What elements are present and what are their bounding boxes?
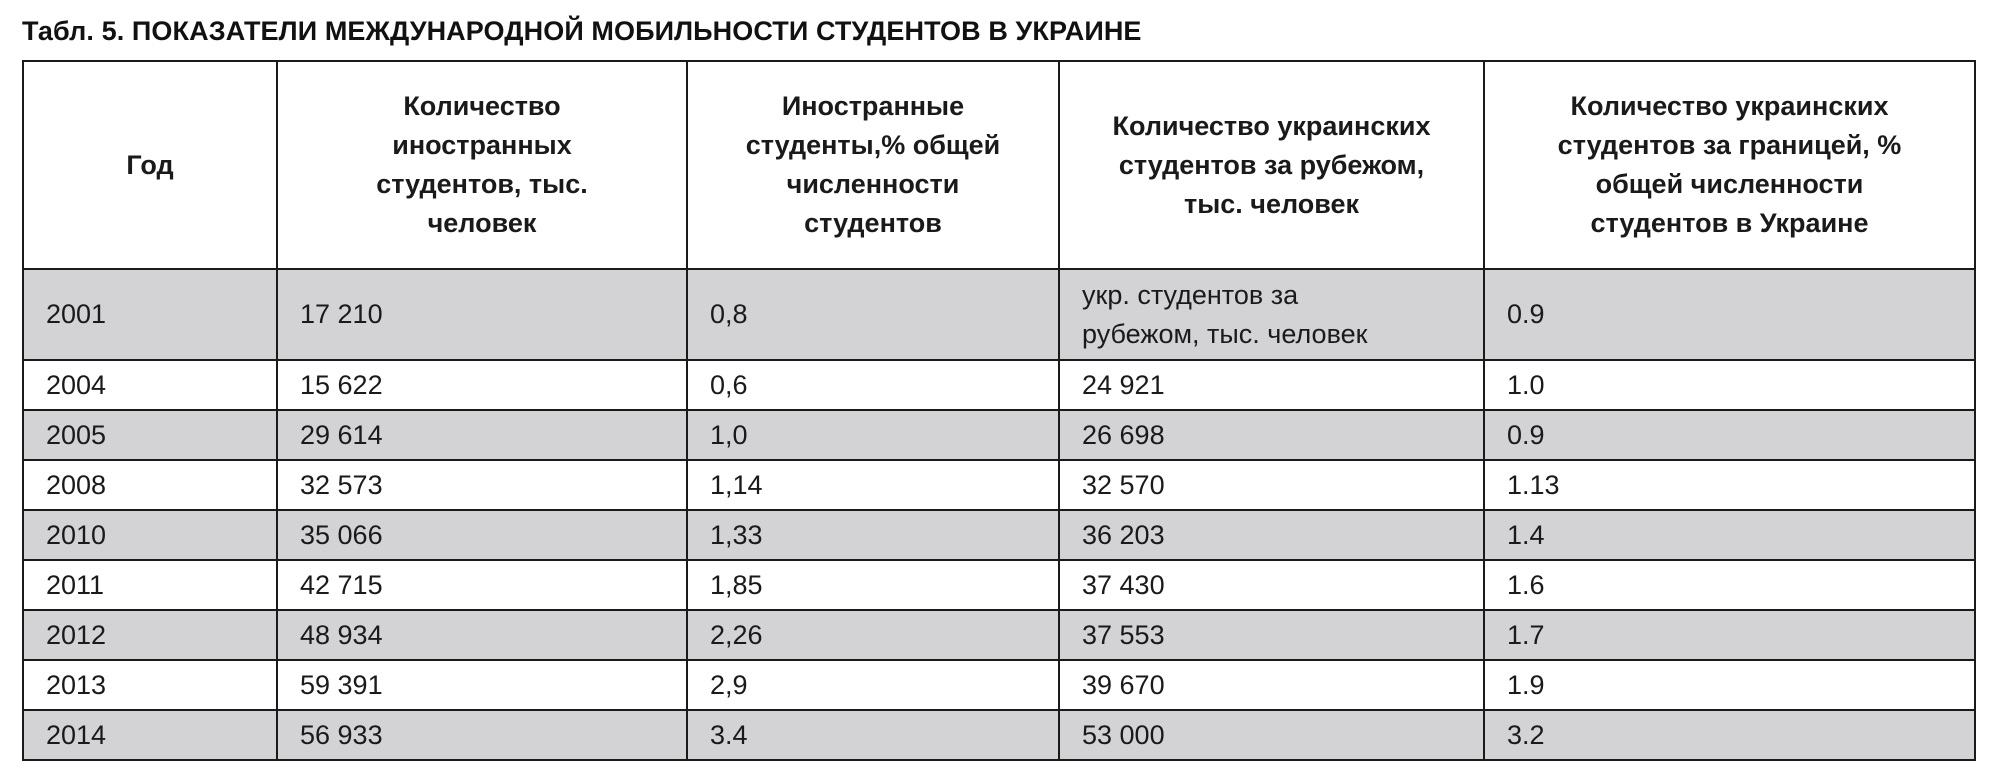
cell-ukr-abroad-percent: 1.7	[1484, 610, 1975, 660]
cell-foreign-percent: 0,6	[687, 360, 1059, 410]
cell-foreign-students: 17 210	[277, 269, 687, 360]
cell-foreign-students: 48 934	[277, 610, 687, 660]
cell-foreign-percent: 2,26	[687, 610, 1059, 660]
table-row	[23, 660, 1975, 710]
cell-ukr-abroad: 37 553	[1059, 610, 1484, 660]
cell-ukr-abroad-percent: 1.13	[1484, 460, 1975, 510]
cell-year: 2010	[23, 510, 277, 560]
cell-ukr-abroad-percent: 1.9	[1484, 660, 1975, 710]
cell-ukr-abroad: 39 670	[1059, 660, 1484, 710]
cell-year: 2011	[23, 560, 277, 610]
table-row	[23, 269, 1975, 360]
cell-foreign-percent: 2,9	[687, 660, 1059, 710]
cell-foreign-students: 35 066	[277, 510, 687, 560]
cell-year: 2014	[23, 710, 277, 760]
cell-foreign-students: 29 614	[277, 410, 687, 460]
cell-foreign-percent: 1,14	[687, 460, 1059, 510]
table-row	[23, 560, 1975, 610]
cell-foreign-students: 56 933	[277, 710, 687, 760]
cell-foreign-percent: 1,85	[687, 560, 1059, 610]
cell-year: 2012	[23, 610, 277, 660]
table-row	[23, 610, 1975, 660]
header-year: Год	[23, 61, 277, 269]
cell-ukr-abroad-percent: 3.2	[1484, 710, 1975, 760]
header-foreign-students-percent: Иностранные студенты,% общей численности студентов	[687, 61, 1059, 269]
cell-foreign-percent: 1,33	[687, 510, 1059, 560]
header-row	[23, 61, 1975, 269]
table-row	[23, 360, 1975, 410]
cell-ukr-abroad: 53 000	[1059, 710, 1484, 760]
table-row	[23, 710, 1975, 760]
cell-ukr-abroad: 37 430	[1059, 560, 1484, 610]
cell-foreign-students: 15 622	[277, 360, 687, 410]
header-ukrainian-students-abroad: Количество украинских студентов за рубежом, тыс. человек	[1059, 61, 1484, 269]
table-caption: Табл. 5. ПОКАЗАТЕЛИ МЕЖДУНАРОДНОЙ МОБИЛЬНОСТИ СТУДЕНТОВ В УКРАИНЕ	[22, 16, 1142, 46]
cell-ukr-abroad: 36 203	[1059, 510, 1484, 560]
cell-ukr-abroad-percent: 1.0	[1484, 360, 1975, 410]
cell-ukr-abroad: 24 921	[1059, 360, 1484, 410]
cell-ukr-abroad-percent: 0.9	[1484, 269, 1975, 360]
cell-ukr-abroad-percent: 1.4	[1484, 510, 1975, 560]
header-ukrainian-students-abroad-percent: Количество украинских студентов за границей, % общей численности студентов в Украине	[1484, 61, 1975, 269]
mobility-table	[22, 60, 1976, 761]
cell-foreign-students: 32 573	[277, 460, 687, 510]
cell-ukr-abroad: 32 570	[1059, 460, 1484, 510]
cell-year: 2004	[23, 360, 277, 410]
table-row	[23, 460, 1975, 510]
cell-ukr-abroad: укр. студентов за рубежом, тыс. человек	[1059, 269, 1484, 360]
cell-ukr-abroad-percent: 0.9	[1484, 410, 1975, 460]
cell-foreign-percent: 1,0	[687, 410, 1059, 460]
cell-foreign-percent: 0,8	[687, 269, 1059, 360]
cell-year: 2008	[23, 460, 277, 510]
cell-year: 2013	[23, 660, 277, 710]
cell-ukr-abroad: 26 698	[1059, 410, 1484, 460]
cell-foreign-students: 59 391	[277, 660, 687, 710]
cell-foreign-students: 42 715	[277, 560, 687, 610]
cell-foreign-percent: 3.4	[687, 710, 1059, 760]
table-row	[23, 410, 1975, 460]
cell-year: 2001	[23, 269, 277, 360]
cell-year: 2005	[23, 410, 277, 460]
cell-ukr-abroad-percent: 1.6	[1484, 560, 1975, 610]
table-row	[23, 510, 1975, 560]
header-foreign-students: Количество иностранных студентов, тыс. человек	[277, 61, 687, 269]
